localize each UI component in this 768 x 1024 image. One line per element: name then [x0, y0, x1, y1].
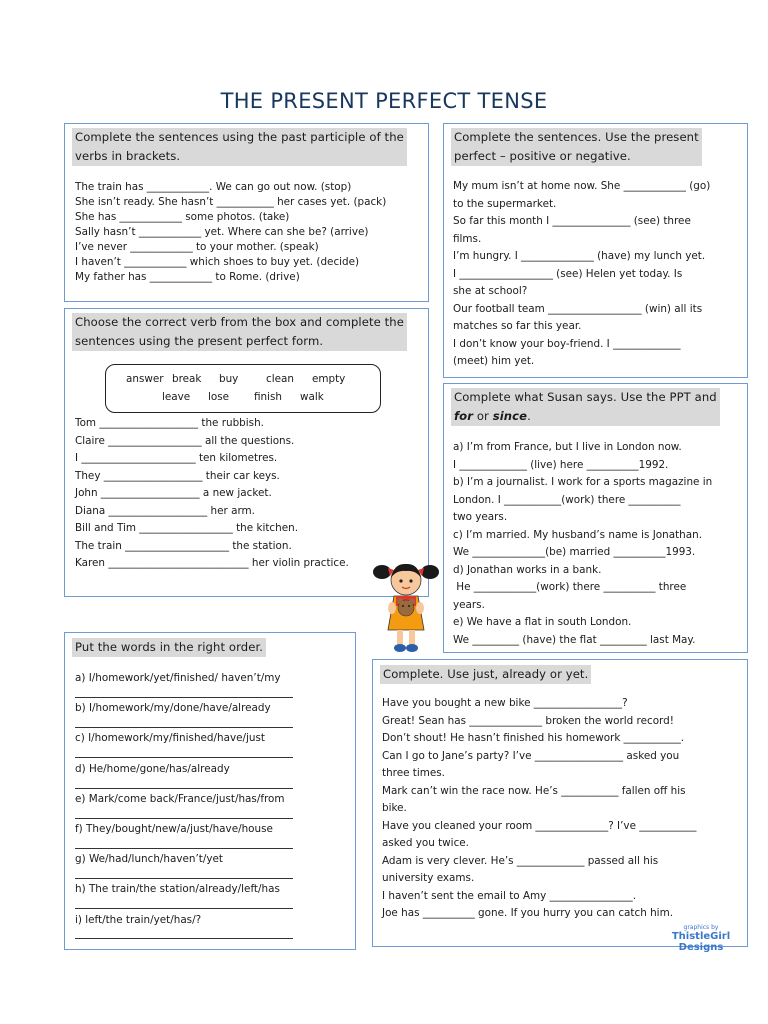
sentence: Don’t shout! He hasn’t finished his homework ___________. [382, 732, 685, 744]
sentence: Have you cleaned your room ______________? I’ve ___________ [382, 819, 697, 832]
answer-line [75, 757, 293, 758]
exercise-instructions: Complete what Susan says. Use the PPT and for or since. [451, 388, 720, 426]
exercise-word-order [64, 632, 356, 950]
keyword-for: for [454, 409, 474, 423]
word-bank-item: empty [312, 373, 346, 385]
sentence: two years. [453, 511, 508, 523]
keyword-since: since [492, 409, 528, 423]
sentence: We _________ (have) the flat _________ last May. [453, 633, 696, 646]
sentence: Bill and Tim __________________ the kitchen. [75, 522, 299, 534]
page-title: THE PRESENT PERFECT TENSE [220, 89, 548, 113]
sentence: she at school? [453, 285, 528, 297]
sentence: I don’t know your boy-friend. I _____________ [453, 337, 681, 350]
sentence: We ______________(be) married __________1993. [453, 546, 696, 558]
sentence: Have you bought a new bike _________________? [382, 697, 628, 709]
sentence: She has ____________ some photos. (take) [75, 211, 290, 223]
exercise-just-already-yet [372, 659, 748, 947]
sentence: years. [453, 598, 485, 611]
sentence: b) I’m a journalist. I work for a sports magazine in [453, 476, 713, 488]
sentence: Karen ___________________________ her violin practice. [75, 557, 349, 569]
sentence: My mum isn’t at home now. She ____________ (go) [453, 180, 711, 192]
exercise-positive-negative [443, 123, 748, 378]
sentence: John ___________________ a new jacket. [75, 487, 272, 499]
sentence: The train has ____________. We can go out now. (stop) [75, 181, 352, 193]
sentence: Mark can’t win the race now. He’s ___________ fallen off his [382, 784, 686, 797]
answer-line [75, 697, 293, 698]
word-order-item: b) I/homework/my/done/have/already [75, 702, 271, 714]
sentence: matches so far this year. [453, 320, 582, 332]
word-bank-item: buy [219, 373, 239, 385]
sentence: c) I’m married. My husband’s name is Jonathan. [453, 528, 703, 541]
word-bank-item: answer [126, 373, 164, 385]
sentence: three times. [382, 767, 445, 779]
word-order-item: h) The train/the station/already/left/has [75, 883, 280, 895]
sentence: I _____________ (live) here __________1992. [453, 458, 669, 471]
answer-line [75, 727, 293, 728]
sentence: I haven’t ____________ which shoes to buy yet. (decide) [75, 256, 360, 268]
sentence: university exams. [382, 872, 475, 884]
sentence: asked you twice. [382, 837, 469, 849]
word-order-item: g) We/had/lunch/haven’t/yet [75, 853, 223, 865]
sentence: She isn’t ready. She hasn’t ___________ her cases yet. (pack) [75, 196, 387, 208]
sentence: Our football team __________________ (win) all its [453, 302, 703, 315]
word-order-item: f) They/bought/new/a/just/have/house [75, 823, 273, 835]
word-order-item: i) left/the train/yet/has/? [75, 914, 202, 926]
exercise-instructions: Complete the sentences using the past participle of the verbs in brackets. [72, 128, 407, 166]
sentence: bike. [382, 802, 407, 814]
exercise-instructions: Complete. Use just, already or yet. [380, 665, 591, 684]
answer-line [75, 848, 293, 849]
word-order-item: c) I/homework/my/finished/have/just [75, 732, 265, 744]
exercise-instructions: Choose the correct verb from the box and complete the sentences using the present perfect form. [72, 313, 407, 351]
answer-line [75, 908, 293, 909]
sentence: They ___________________ their car keys. [75, 469, 280, 482]
sentence: The train ____________________ the station. [75, 539, 292, 552]
exercise-past-participle [64, 123, 429, 302]
answer-line [75, 938, 293, 939]
sentence: London. I ___________(work) there __________ [453, 493, 681, 506]
answer-line [75, 878, 293, 879]
sentence: Can I go to Jane’s party? I’ve _________________ asked you [382, 749, 680, 762]
sentence: d) Jonathan works in a bank. [453, 563, 602, 576]
word-bank-item: lose [208, 391, 230, 403]
sentence: My father has ____________ to Rome. (drive) [75, 271, 300, 283]
word-bank-item: finish [254, 391, 283, 403]
sentence: Diana ___________________ her arm. [75, 504, 255, 517]
sentence: He ____________(work) there __________ three [453, 581, 687, 593]
sentence: So far this month I _______________ (see) three [453, 215, 691, 227]
word-bank-item: leave [162, 391, 191, 403]
sentence: Great! Sean has ______________ broken the world record! [382, 714, 674, 727]
word-order-item: a) I/homework/yet/finished/ haven’t/my [75, 672, 281, 684]
sentence: (meet) him yet. [453, 355, 535, 367]
exercise-instructions: Put the words in the right order. [72, 638, 266, 657]
thistlegirl-designs-credit: graphics by ThistleGirl Designs [671, 924, 731, 953]
word-bank-item: clean [266, 373, 294, 385]
exercise-verb-box [64, 308, 429, 597]
sentence: Claire __________________ all the questions. [75, 434, 295, 447]
sentence: Joe has __________ gone. If you hurry you can catch him. [382, 907, 673, 919]
sentence: films. [453, 232, 482, 245]
word-order-item: e) Mark/come back/France/just/has/from [75, 793, 285, 805]
sentence: I __________________ (see) Helen yet today. Is [453, 267, 683, 280]
sentence: I’m hungry. I ______________ (have) my lunch yet. [453, 250, 706, 262]
sentence: I ______________________ ten kilometres. [75, 452, 278, 464]
sentence: I’ve never ____________ to your mother. (speak) [75, 241, 319, 253]
sentence: Sally hasn’t ____________ yet. Where can she be? (arrive) [75, 226, 369, 238]
answer-line [75, 818, 293, 819]
word-bank-item: break [172, 373, 202, 385]
word-bank-item: walk [300, 391, 324, 403]
sentence: a) I’m from France, but I live in London now. [453, 441, 682, 453]
sentence: e) We have a flat in south London. [453, 616, 632, 628]
sentence: to the supermarket. [453, 197, 557, 210]
exercise-instructions: Complete the sentences. Use the present perfect – positive or negative. [451, 128, 702, 166]
answer-line [75, 788, 293, 789]
sentence: Tom ___________________ the rubbish. [75, 417, 264, 429]
girl-with-teddy-illustration [372, 556, 440, 656]
word-bank [105, 364, 381, 413]
sentence: Adam is very clever. He’s _____________ passed all his [382, 854, 659, 867]
exercise-for-since [443, 383, 748, 653]
word-order-item: d) He/home/gone/has/already [75, 763, 230, 775]
sentence: I haven’t sent the email to Amy ________________. [382, 889, 637, 902]
